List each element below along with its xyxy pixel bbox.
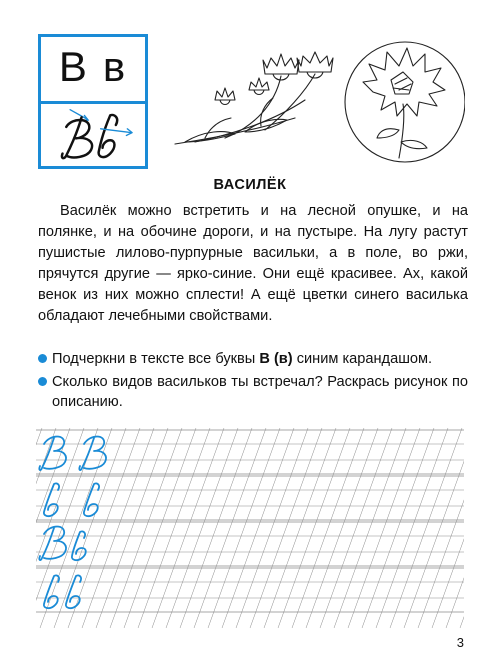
sample-lower-letter (44, 483, 59, 516)
cursive-letters-drawing (41, 104, 145, 166)
task-text-before: Подчеркни в тексте все буквы (52, 351, 260, 367)
printed-lower-letter: в (102, 43, 128, 90)
task-highlight-letters: В (в) (259, 351, 293, 367)
sample-lower-letter (44, 575, 59, 608)
story-text: Василёк можно встретить и на лесной опушке, и на полянке, и на обочине дороги, и на пустыре. На лугу растут пушистые лилово-пурпурные васильки, а в поле, во ржи, прячутся другие — ярко-синие. Они ещё красивее. Ах, какой венок из них можно сплести! А ещё цветки синего василька обладают лечебными свойствами. (38, 203, 468, 324)
page-number: 3 (456, 635, 464, 650)
sample-capital-letter (39, 437, 66, 471)
cornflower-illustration (165, 34, 465, 169)
task-list (38, 349, 468, 415)
task-text-after: синим карандашом. (292, 351, 433, 367)
sample-capital-letter (79, 437, 106, 471)
sample-capital-letter (39, 527, 66, 561)
story-title: ВАСИЛЁК (213, 177, 287, 193)
writing-grid-drawing (36, 428, 464, 628)
printed-letters (41, 43, 145, 91)
letter-card (38, 34, 148, 169)
task-text: Сколько видов васильков ты встречал? Раскрась рисунок по описанию. (52, 374, 468, 410)
writing-practice-grid (36, 428, 464, 628)
cursive-letters (41, 104, 145, 166)
blue-dot-icon (38, 377, 47, 386)
blue-dot-icon (38, 354, 47, 363)
task-item-underline (38, 349, 468, 369)
printed-upper-letter: В (58, 43, 89, 90)
sample-lower-letter (66, 575, 81, 608)
task-item-coloring (38, 372, 468, 412)
cornflower-drawing (165, 34, 465, 169)
